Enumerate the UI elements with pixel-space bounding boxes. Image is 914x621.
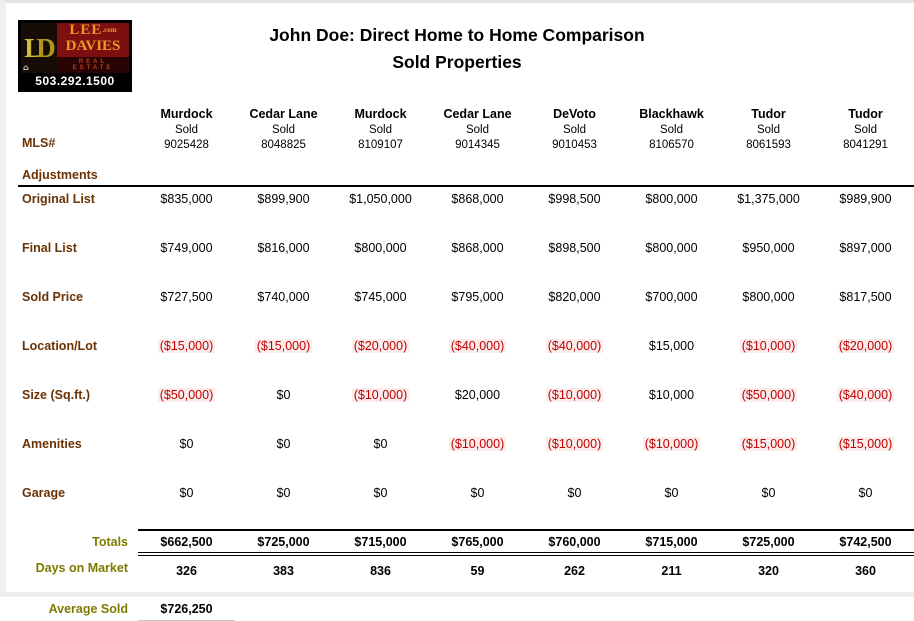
adjustment-label: Garage — [22, 486, 66, 500]
adjustment-row — [18, 285, 914, 334]
adjustment-value-cell: $868,000 — [451, 192, 504, 206]
negative-adjustment-value: ($40,000) — [838, 388, 893, 402]
adjustment-value-cell: $820,000 — [548, 290, 601, 304]
column-header-row — [18, 96, 914, 151]
adjustment-value-cell: $800,000 — [645, 192, 698, 206]
property-status: Sold — [271, 124, 296, 136]
adjustment-row — [18, 236, 914, 285]
property-column-header — [623, 96, 720, 151]
logo-name-line1: LEE.com — [69, 22, 117, 38]
property-column-header — [429, 96, 526, 151]
negative-adjustment-value: ($20,000) — [838, 339, 893, 353]
property-status: Sold — [659, 124, 684, 136]
property-mls-number: 9010453 — [552, 139, 597, 151]
comparison-table — [18, 96, 914, 621]
property-status: Sold — [853, 124, 878, 136]
adjustments-section-row — [18, 151, 914, 186]
property-mls-number: 8041291 — [843, 139, 888, 151]
adjustment-value-cell: $989,900 — [839, 192, 892, 206]
negative-adjustment-value: ($20,000) — [353, 339, 408, 353]
property-name: Tudor — [848, 107, 883, 121]
negative-adjustment-value: ($15,000) — [838, 437, 893, 451]
logo-dotcom: .com — [102, 26, 117, 34]
average-sold-row — [18, 598, 914, 620]
report-title-line1: John Doe: Direct Home to Home Comparison — [269, 25, 645, 45]
totals-value-cell: $662,500 — [138, 530, 235, 554]
adjustment-value-cell: $745,000 — [354, 290, 407, 304]
adjustment-row — [18, 186, 914, 236]
equal-housing-icon: ⌂ — [23, 63, 29, 72]
totals-value-cell: $760,000 — [526, 530, 623, 554]
days-on-market-label: Days on Market — [35, 561, 128, 575]
negative-adjustment-value: ($15,000) — [741, 437, 796, 451]
empty-cell — [817, 598, 914, 620]
property-status: Sold — [368, 124, 393, 136]
days-on-market-cell: 320 — [758, 564, 779, 578]
adjustment-label: Size (Sq.ft.) — [22, 388, 91, 402]
adjustment-value-cell: $0 — [276, 437, 291, 451]
adjustment-label: Amenities — [22, 437, 82, 451]
average-sold-label: Average Sold — [48, 602, 128, 616]
adjustment-value-cell — [138, 383, 235, 432]
empty-cell — [720, 598, 817, 620]
empty-cell — [332, 598, 429, 620]
adjustment-value-cell — [332, 334, 429, 383]
days-on-market-cell: 360 — [855, 564, 876, 578]
days-on-market-cell: 383 — [273, 564, 294, 578]
property-mls-number: 9014345 — [455, 139, 500, 151]
adjustment-value-cell: $800,000 — [645, 241, 698, 255]
adjustment-value-cell: $897,000 — [839, 241, 892, 255]
property-status: Sold — [562, 124, 587, 136]
property-name: DeVoto — [553, 107, 596, 121]
days-on-market-cell: 211 — [661, 564, 682, 578]
adjustment-value-cell: $868,000 — [451, 241, 504, 255]
property-mls-number: 8109107 — [358, 139, 403, 151]
property-name: Cedar Lane — [249, 107, 318, 121]
adjustment-value-cell — [332, 383, 429, 432]
negative-adjustment-value: ($10,000) — [547, 388, 602, 402]
property-mls-number: 8106570 — [649, 139, 694, 151]
property-name: Tudor — [751, 107, 786, 121]
page-edge-top — [0, 0, 914, 3]
adjustment-value-cell: $0 — [373, 437, 388, 451]
adjustment-label: Sold Price — [22, 290, 84, 304]
empty-cell — [235, 598, 332, 620]
adjustment-value-cell — [235, 334, 332, 383]
adjustment-value-cell: $1,375,000 — [737, 192, 800, 206]
property-mls-number: 8061593 — [746, 139, 791, 151]
adjustment-value-cell: $0 — [179, 486, 194, 500]
adjustment-value-cell — [720, 383, 817, 432]
adjustment-value-cell — [429, 334, 526, 383]
totals-value-cell: $742,500 — [817, 530, 914, 554]
days-on-market-row — [18, 554, 914, 582]
totals-value-cell: $715,000 — [332, 530, 429, 554]
spacer-row — [18, 582, 914, 598]
logo-monogram-d: D — [36, 32, 50, 63]
adjustment-value-cell — [138, 334, 235, 383]
adjustment-value-cell — [720, 432, 817, 481]
negative-adjustment-value: ($10,000) — [547, 437, 602, 451]
adjustment-value-cell: $0 — [761, 486, 776, 500]
adjustment-value-cell — [623, 432, 720, 481]
totals-value-cell: $725,000 — [720, 530, 817, 554]
adjustment-value-cell: $1,050,000 — [349, 192, 412, 206]
adjustment-value-cell: $0 — [276, 388, 291, 402]
negative-adjustment-value: ($15,000) — [256, 339, 311, 353]
negative-adjustment-value: ($10,000) — [644, 437, 699, 451]
adjustment-value-cell — [817, 334, 914, 383]
adjustment-row — [18, 481, 914, 530]
totals-label: Totals — [92, 535, 128, 549]
adjustments-section-label: Adjustments — [22, 168, 98, 182]
adjustment-value-cell: $0 — [567, 486, 582, 500]
adjustment-value-cell: $800,000 — [742, 290, 795, 304]
adjustment-value-cell — [429, 432, 526, 481]
adjustment-row — [18, 383, 914, 432]
negative-adjustment-value: ($40,000) — [450, 339, 505, 353]
adjustment-value-cell — [817, 432, 914, 481]
logo-monogram-l: L — [24, 32, 37, 63]
totals-value-cell: $765,000 — [429, 530, 526, 554]
adjustment-value-cell — [526, 383, 623, 432]
days-on-market-cell: 59 — [470, 564, 485, 578]
days-on-market-cell: 836 — [370, 564, 391, 578]
empty-cell — [429, 598, 526, 620]
property-column-header — [526, 96, 623, 151]
property-status: Sold — [174, 124, 199, 136]
adjustment-value-cell: $998,500 — [548, 192, 601, 206]
property-mls-number: 9025428 — [164, 139, 209, 151]
property-mls-number: 8048825 — [261, 139, 306, 151]
property-name: Blackhawk — [639, 107, 704, 121]
adjustment-value-cell — [526, 432, 623, 481]
property-status: Sold — [756, 124, 781, 136]
adjustment-value-cell: $0 — [858, 486, 873, 500]
adjustment-value-cell: $0 — [373, 486, 388, 500]
adjustment-value-cell: $15,000 — [648, 339, 695, 353]
property-name: Cedar Lane — [443, 107, 512, 121]
adjustment-value-cell: $20,000 — [454, 388, 501, 402]
adjustment-value-cell: $0 — [470, 486, 485, 500]
adjustment-value-cell: $898,500 — [548, 241, 601, 255]
adjustment-value-cell: $10,000 — [648, 388, 695, 402]
adjustment-value-cell: $749,000 — [160, 241, 213, 255]
adjustment-label: Original List — [22, 192, 95, 206]
property-name: Murdock — [354, 107, 407, 121]
totals-row — [18, 530, 914, 554]
negative-adjustment-value: ($40,000) — [547, 339, 602, 353]
adjustment-value-cell: $0 — [664, 486, 679, 500]
negative-adjustment-value: ($50,000) — [159, 388, 214, 402]
adjustment-value-cell: $899,900 — [257, 192, 310, 206]
adjustment-value-cell: $816,000 — [257, 241, 310, 255]
logo-name-line2: DAVIES — [65, 38, 121, 54]
empty-cell — [526, 598, 623, 620]
adjustment-value-cell — [526, 334, 623, 383]
adjustment-label: Final List — [22, 241, 77, 255]
empty-cell — [623, 598, 720, 620]
adjustment-value-cell: $740,000 — [257, 290, 310, 304]
adjustment-value-cell: $795,000 — [451, 290, 504, 304]
report-title — [0, 22, 914, 76]
adjustment-value-cell: $835,000 — [160, 192, 213, 206]
adjustment-value-cell: $0 — [179, 437, 194, 451]
days-on-market-cell: 326 — [176, 564, 197, 578]
adjustment-value-cell: $950,000 — [742, 241, 795, 255]
page-edge-left — [0, 0, 6, 597]
totals-value-cell: $715,000 — [623, 530, 720, 554]
property-status: Sold — [465, 124, 490, 136]
property-column-header — [720, 96, 817, 151]
property-name: Murdock — [160, 107, 213, 121]
logo-phone: 503.292.1500 — [35, 74, 115, 88]
adjustment-value-cell — [720, 334, 817, 383]
negative-adjustment-value: ($10,000) — [353, 388, 408, 402]
property-column-header — [235, 96, 332, 151]
adjustment-row — [18, 334, 914, 383]
adjustment-value-cell: $0 — [276, 486, 291, 500]
negative-adjustment-value: ($50,000) — [741, 388, 796, 402]
totals-value-cell: $725,000 — [235, 530, 332, 554]
days-on-market-cell: 262 — [564, 564, 585, 578]
average-sold-value: $726,250 — [138, 598, 235, 620]
property-column-header — [817, 96, 914, 151]
adjustment-value-cell: $727,500 — [160, 290, 213, 304]
mls-row-label: MLS# — [22, 136, 56, 150]
adjustment-label: Location/Lot — [22, 339, 97, 353]
negative-adjustment-value: ($10,000) — [450, 437, 505, 451]
negative-adjustment-value: ($15,000) — [159, 339, 214, 353]
adjustment-value-cell: $800,000 — [354, 241, 407, 255]
adjustment-value-cell: $817,500 — [839, 290, 892, 304]
adjustment-value-cell: $700,000 — [645, 290, 698, 304]
report-title-line2: Sold Properties — [392, 52, 522, 72]
negative-adjustment-value: ($10,000) — [741, 339, 796, 353]
logo-tagline: REAL ESTATE — [57, 57, 129, 73]
property-column-header — [332, 96, 429, 151]
property-column-header — [138, 96, 235, 151]
adjustment-row — [18, 432, 914, 481]
adjustment-value-cell — [817, 383, 914, 432]
